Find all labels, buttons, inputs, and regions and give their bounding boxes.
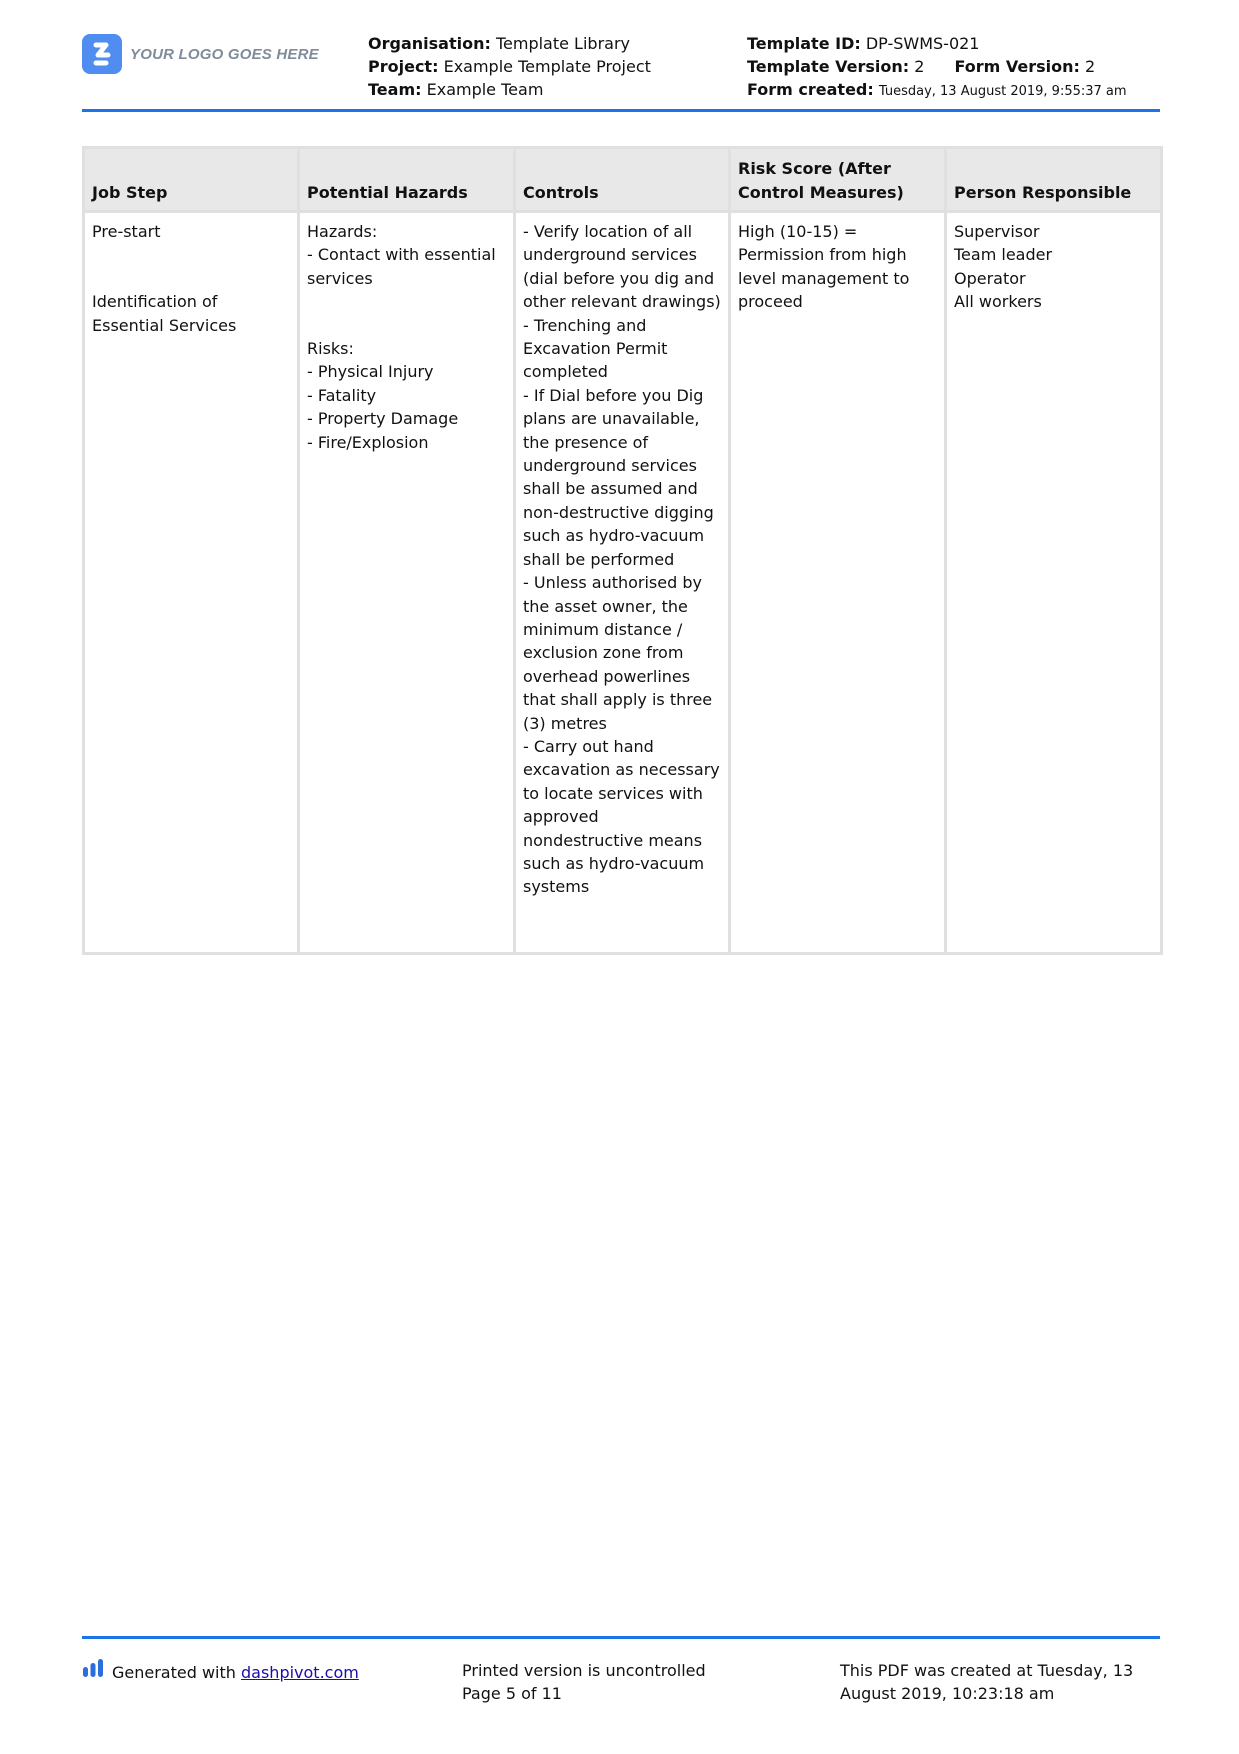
header-project-info (368, 32, 651, 101)
team-label: Team: (368, 80, 422, 99)
swms-table (82, 146, 1163, 955)
cell-risk-score: High (10-15) = Permission from high level management to proceed (730, 212, 946, 954)
page-header (82, 28, 1160, 112)
pdf-created-at: This PDF was created at Tuesday, 13 August 2019, 10:23:18 am (840, 1661, 1134, 1703)
team-value: Example Team (426, 80, 544, 99)
form-created-label: Form created: (747, 80, 874, 99)
logo-icon (82, 34, 122, 74)
column-header-risk-score: Risk Score (After Control Measures) (730, 148, 946, 212)
table-header-row (84, 148, 1162, 212)
template-version-value: 2 (914, 57, 925, 76)
organisation-label: Organisation: (368, 34, 491, 53)
uncontrolled-notice: Printed version is uncontrolled (462, 1661, 706, 1680)
form-version-value: 2 (1084, 57, 1096, 76)
column-header-person-responsible: Person Responsible (946, 148, 1162, 212)
cell-job-step: Pre-start Identification of Essential Services (84, 212, 299, 954)
cell-potential-hazards: Hazards: - Contact with essential services Risks: - Physical Injury - Fatality - Property Damage - Fire/Explosion (299, 212, 515, 954)
dashpivot-link[interactable]: dashpivot.com (241, 1662, 359, 1682)
form-version-label: Form Version: (954, 57, 1080, 76)
template-id-value: DP-SWMS-021 (865, 34, 980, 53)
footer-status (462, 1659, 706, 1705)
logo-text: YOUR LOGO GOES HERE (130, 45, 319, 63)
column-header-job-step: Job Step (84, 148, 299, 212)
generated-prefix: Generated with (112, 1662, 241, 1682)
template-id-label: Template ID: (747, 34, 861, 53)
page-number: Page 5 of 11 (462, 1684, 562, 1703)
cell-controls: - Verify location of all underground services (dial before you dig and other relevant drawings) - Trenching and Excavation Permit completed - If Dial before you Dig plans are unavailable, the presence of underground services shall be assumed and non-destructive digging such as hydro-vacuum shall be performed - Unless authorised by the asset owner, the minimum distance / exclusion zone from overhead powerlines that shall apply is three (3) metres - Carry out hand excavation as necessary to locate services with approved nondestructive means such as hydro-vacuum systems (515, 212, 730, 954)
template-version-label: Template Version: (747, 57, 910, 76)
page-footer (82, 1636, 1160, 1703)
company-logo (82, 33, 319, 75)
dashpivot-icon (82, 1659, 104, 1685)
column-header-controls: Controls (515, 148, 730, 212)
organisation-value: Template Library (495, 34, 630, 53)
form-created-value: Tuesday, 13 August 2019, 9:55:37 am (878, 84, 1127, 99)
project-value: Example Template Project (443, 57, 651, 76)
header-template-info (747, 32, 1127, 103)
project-label: Project: (368, 57, 439, 76)
footer-generated (82, 1659, 359, 1685)
cell-person-responsible: Supervisor Team leader Operator All workers (946, 212, 1162, 954)
column-header-potential-hazards: Potential Hazards (299, 148, 515, 212)
table-row (84, 212, 1162, 954)
